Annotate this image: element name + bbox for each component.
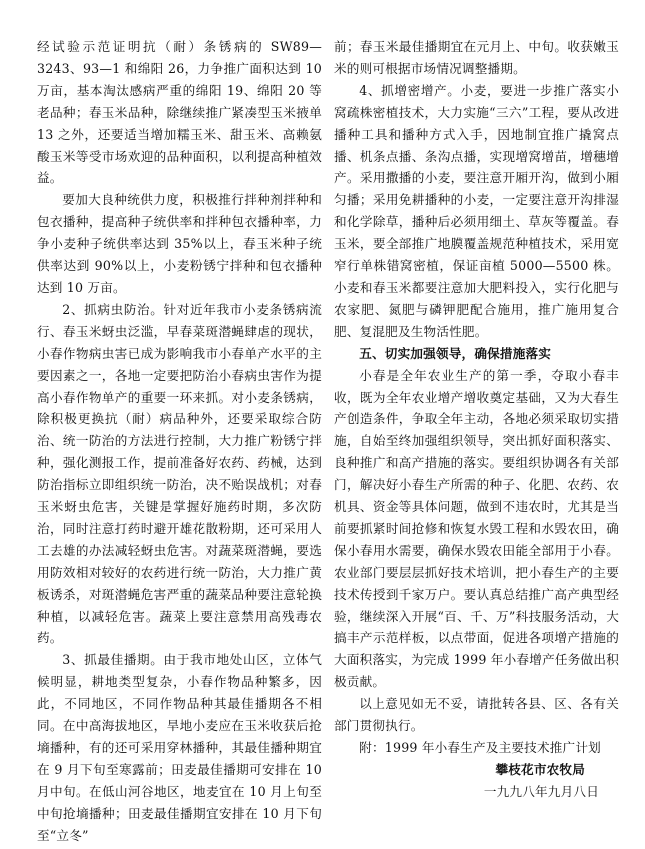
left-column: [37, 36, 322, 847]
paragraph-sowing-period: 3、抓最佳播期。由于我市地处山区，立体气候明显，耕地类型复杂，小春作物品种繁多，因此，不同地区，不同作物品种其最佳播期各不相同。在中高海拔地区，旱地小麦应在玉米收获后抢墒播种，有的还可采用穿林播种，其最佳播种期宜在 9 月下旬至寒露前；田麦最佳播期可安排在 10 月中旬。在低山河谷地区，地麦宜在 10 月上旬至中旬抢墒播种；田麦最佳播期宜安排在 10 月下旬至“立冬”: [37, 652, 322, 843]
paragraph-dense-planting: 4、抓增密增产。小麦，要进一步推广落实小窝疏株密植技术，大力实施“三六”工程，要从改进播种工具和播种方式入手，因地制宜推广撬窝点播、机条点播、条沟点播，实现增窝增苗，增穗增产。采用撒播的小麦，要注意开厢开沟，做到小厢匀播；采用免耕播种的小麦，一定要注意开沟排湿和化学除草，播种后必须用细土、草灰等覆盖。春玉米，要全部推广地膜覆盖规范种植技术，采用宽窄行单株错窝密植，保证亩植 5000—5500 株。小麦和春玉米都要注意加大肥料投入，实行化肥与农家肥、氮肥与磷钾肥配合施用，推广施用复合肥、复混肥及生物活性肥。: [334, 82, 619, 339]
paragraph-pest-control: 2、抓病虫防治。针对近年我市小麦条锈病流行、春玉米蚜虫泛滥，早春菜斑潜蝇肆虐的现状，小春作物病虫害已成为影响我市小春单产水平的主要因素之一，各地一定要把防治小春病虫害作为提高小春作物单产的重要一环来抓。对小麦条锈病，除积极更换抗（耐）病品种外，还要采取综合防治、统一防治的方法进行控制，大力推广粉锈宁拌种，强化测报工作，提前准备好农药、药械，达到防治指标立即组织统一防治，决不贻误战机；对春玉米蚜虫危害，关键是掌握好施药时期，多次防治，同时注意打药时避开雄花散粉期，还可采用人工去雄的办法减轻蚜虫危害。对蔬菜斑潜蝇，要选用防效相对较好的农药进行统一防治，大力推广黄板诱杀，对斑潜蝇危害严重的蔬菜品种要注意轮换种植，以减轻危害。蔬菜上要注意禁用高残毒农药。: [37, 301, 322, 646]
attachment-note: 附：1999 年小春生产及主要技术推广计划: [359, 740, 601, 755]
paragraph-leadership: 小春是全年农业生产的第一季，夺取小春丰收，既为全年农业增产增收奠定基础，又为大春生产创造条件，争取全年主动，各地必须采取切实措施，自始至终加强组织领导，突出抓好面积落实、良种推广和高产措施的落实。要组织协调各有关部门，解决好小春生产所需的种子、化肥、农药、农机具、资金等具体问题，做到不违农时，尤其是当前要抓紧时间抢修和恢复水毁工程和水毁农田，确保小春用水需要，确保水毁农田能全部用于小春。农业部门要层层抓好技术培训，把小春生产的主要技术传授到千家万户。要认真总结推广高产典型经验，继续深入开展“百、千、万”科技服务活动，大搞丰产示范样板，以点带面，促进各项增产措施的大面积落实，为完成 1999 年小春增产任务做出积极贡献。: [334, 367, 619, 690]
paragraph-varieties: 经试验示范证明抗（耐）条锈病的 SW89—3243、93—1 和绵阳 26，力争推广面积达到 10 万亩，基本淘汰感病严重的绵阳 19、绵阳 20 等老品种；春玉米品种，除继续推广紧凑型玉米掖单 13 之外，还要适当增加糯玉米、甜玉米、高赖氨酸玉米等受市场欢迎的品种面积，以利提高种植效益。: [37, 39, 322, 186]
paragraph-closing: 以上意见如无不妥，请批转各县、区、各有关部门贯彻执行。: [334, 696, 619, 734]
signature-date: 一九九八年九月八日: [483, 783, 599, 799]
paragraph-sowing-continued: 前；春玉米最佳播期宜在元月上、中旬。收获嫩玉米的则可根据市场情况调整播期。: [334, 39, 619, 76]
paragraph-seed-supply: 要加大良种统供力度，积极推行拌种剂拌种和包衣播种，提高种子统供率和拌种包衣播种率，力争小麦种子统供率达到 35%以上，春玉米种子统供率达到 90%以上，小麦粉锈宁拌种和包衣播种达到 10 万亩。: [37, 192, 322, 295]
section-heading: 五、切实加强领导，确保措施落实: [359, 345, 552, 361]
right-column: [334, 36, 619, 803]
signature-organization: 攀枝花市农牧局: [495, 761, 585, 777]
